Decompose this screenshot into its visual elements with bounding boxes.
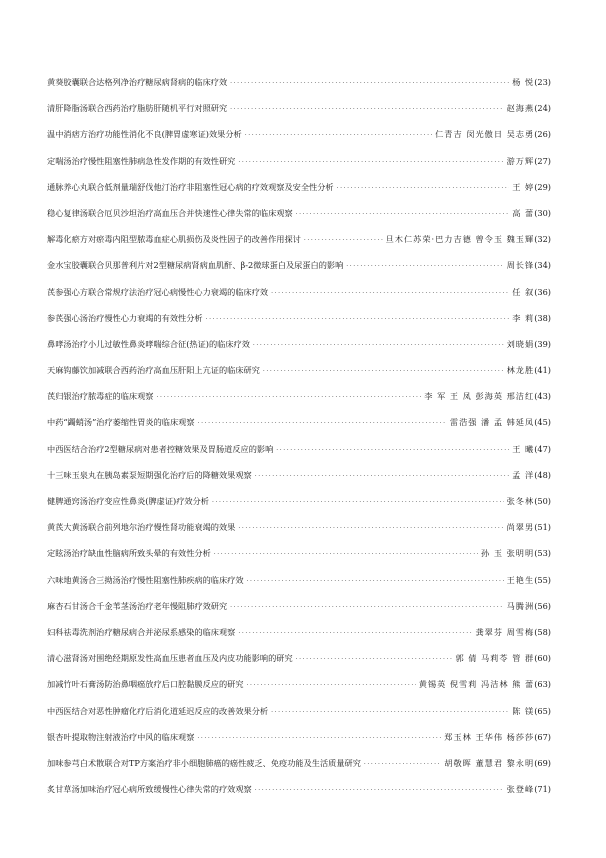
page-number: (58)	[534, 626, 551, 637]
toc-entry[interactable]	[47, 574, 551, 600]
toc-entry[interactable]	[47, 652, 551, 678]
dot-leader	[230, 602, 503, 614]
article-authors: 孟 洋	[512, 469, 535, 480]
article-title: 健脾通窍汤治疗变应性鼻炎(脾虚证)疗效分析	[47, 496, 209, 506]
toc-entry[interactable]	[47, 233, 551, 259]
article-title: 定眩汤治疗缺血性脑病所致头晕的有效性分析	[47, 548, 211, 559]
article-authors: 林龙胜	[506, 365, 535, 376]
dot-leader	[156, 392, 421, 404]
page-number: (63)	[534, 679, 551, 690]
page-number: (56)	[534, 600, 551, 611]
dot-leader	[214, 549, 478, 561]
page-number: (45)	[534, 417, 551, 428]
toc-entry[interactable]	[47, 128, 551, 154]
article-authors: 马腾洲	[506, 600, 535, 611]
dot-leader	[238, 523, 503, 535]
toc-entry[interactable]	[47, 678, 551, 704]
dot-leader	[255, 785, 504, 797]
toc-entry[interactable]	[47, 312, 551, 338]
dot-leader	[296, 654, 453, 666]
article-title: 温中消痞方治疗功能性消化不良(脾胃虚寒证)效果分析	[47, 129, 242, 140]
page-number: (69)	[534, 757, 551, 768]
page-number: (27)	[534, 155, 551, 166]
article-title: 中药“蠲蛸汤”治疗萎缩性胃炎的临床观察	[47, 417, 195, 428]
dot-leader	[230, 78, 509, 90]
page-number: (51)	[534, 522, 551, 533]
article-authors: 龚翠芬 周雪梅	[475, 626, 535, 637]
page-number: (36)	[534, 286, 551, 297]
page-number: (34)	[534, 260, 551, 271]
toc-entry[interactable]	[47, 286, 551, 312]
article-authors: 陈 镁	[512, 705, 535, 716]
dot-leader	[230, 104, 503, 116]
toc-entry[interactable]	[47, 705, 551, 731]
article-title: 解毒化瘀方对瘀毒内阻型脓毒血症心肌损伤及炎性因子的改善作用探讨	[47, 234, 301, 245]
article-title: 六味地黄汤合三拗汤治疗慢性阻塞性肺疾病的临床疗效	[47, 574, 244, 585]
toc-entry[interactable]	[47, 76, 551, 102]
article-authors: 郑玉林 王华伟 杨莎莎	[444, 731, 535, 742]
toc-entry[interactable]	[47, 731, 551, 757]
toc-entry[interactable]	[47, 155, 551, 181]
toc-entry[interactable]	[47, 469, 551, 495]
dot-leader	[296, 209, 510, 221]
page-number: (53)	[534, 548, 551, 559]
article-authors: 刘晓娟	[506, 338, 535, 349]
article-title: 中西医结合对恶性肿瘤化疗后消化道延迟反应的改善效果分析	[47, 705, 269, 716]
article-title: 黄葵胶囊联合达格列净治疗糖尿病肾病的临床疗效	[47, 77, 228, 87]
page-number: (48)	[534, 469, 551, 480]
page-number: (38)	[534, 312, 551, 323]
page-number: (43)	[534, 391, 551, 402]
article-title: 清心滋肾汤对围绝经期原发性高血压患者血压及内皮功能影响的研究	[47, 653, 293, 664]
dot-leader	[247, 576, 504, 588]
toc-entry[interactable]	[47, 364, 551, 390]
page-number: (67)	[534, 731, 551, 742]
article-authors: 王 曦	[512, 443, 535, 454]
page-number: (71)	[534, 784, 551, 795]
article-title: 十三味玉泉丸在胰岛素泵短期强化治疗后的降糖效果观察	[47, 469, 252, 480]
article-title: 稳心复律汤联合厄贝沙坦治疗高血压合并快速性心律失常的临床观察	[47, 207, 293, 218]
page-number: (65)	[534, 705, 551, 716]
dot-leader	[197, 733, 441, 745]
page-number: (50)	[534, 496, 551, 506]
article-authors: 黄锡英 倪雪莉 冯洁林 熊 蕾	[418, 679, 535, 690]
toc-entry[interactable]	[47, 547, 551, 573]
toc-entry[interactable]	[47, 102, 551, 128]
dot-leader	[364, 759, 441, 771]
article-title: 黄芪大黄汤联合前列地尔治疗慢性肾功能衰竭的效果	[47, 522, 236, 533]
dot-leader	[198, 418, 447, 430]
article-authors: 赵海燕	[506, 103, 535, 114]
article-authors: 胡敬晖 董慧君 黎永明	[444, 757, 535, 768]
dot-leader	[255, 471, 510, 483]
article-title: 芪归银治疗脓毒症的临床观察	[47, 391, 154, 402]
article-title: 炙甘草汤加味治疗冠心病所致缓慢性心律失常的疗效观察	[47, 784, 252, 795]
article-authors: 郭 倩 马莉苓 管 群	[455, 653, 535, 664]
article-authors: 雷浩强 潘 孟 韩延凤	[449, 417, 535, 428]
toc-entry[interactable]	[47, 259, 551, 285]
dot-leader	[206, 314, 510, 326]
article-authors: 任 叙	[512, 286, 535, 297]
article-title: 麻杏石甘汤合千金苇茎汤治疗老年慢阻肺疗效研究	[47, 600, 228, 611]
article-authors: 仁青吉 闵光傲日 吴志勇	[435, 129, 535, 140]
dot-leader	[212, 497, 504, 509]
page-number: (39)	[534, 338, 551, 349]
article-authors: 杨 悦	[512, 77, 535, 87]
article-authors: 李 莉	[512, 312, 535, 323]
toc-entry[interactable]	[47, 207, 551, 233]
article-title: 鼻哮汤治疗小儿过敏性鼻炎哮喘综合征(热证)的临床疗效	[47, 338, 250, 349]
page-number: (55)	[534, 574, 551, 585]
page-number: (47)	[534, 443, 551, 454]
article-authors: 游万辉	[506, 155, 535, 166]
page-number: (26)	[534, 129, 551, 140]
dot-leader	[346, 261, 503, 273]
page-number: (30)	[534, 207, 551, 218]
toc-entry[interactable]	[47, 783, 551, 809]
dot-leader	[271, 707, 509, 719]
article-title: 参芪强心汤治疗慢性心力衰竭的有效性分析	[47, 312, 203, 323]
article-authors: 周长锋	[506, 260, 535, 271]
page-number: (24)	[534, 103, 551, 114]
article-title: 金水宝胶囊联合贝那普利片对2型糖尿病肾病血肌酐、β-2微球蛋白及尿蛋白的影响	[47, 260, 344, 271]
toc-entry[interactable]	[47, 757, 551, 783]
dot-leader	[238, 157, 503, 169]
article-title: 清肝降脂汤联合西药治疗脂肪肝随机平行对照研究	[47, 103, 228, 114]
page-number: (41)	[534, 365, 551, 376]
dot-leader	[337, 183, 510, 195]
article-title: 加减竹叶石膏汤防治鼻咽癌放疗后口腔黏膜反应的研究	[47, 679, 244, 690]
dot-leader	[247, 680, 416, 692]
dot-leader	[245, 130, 432, 142]
toc-entry[interactable]	[47, 521, 551, 547]
article-authors: 王艳生	[506, 574, 535, 585]
table-of-contents	[47, 76, 551, 809]
article-authors: 张冬林	[506, 496, 535, 506]
toc-entry[interactable]	[47, 443, 551, 469]
toc-entry[interactable]	[47, 495, 551, 521]
article-title: 定喘汤治疗慢性阻塞性肺病急性发作期的有效性研究	[47, 155, 236, 166]
page-number: (29)	[534, 181, 551, 192]
dot-leader	[304, 235, 383, 247]
article-title: 芪参强心方联合常规疗法治疗冠心病慢性心力衰竭的临床疗效	[47, 286, 269, 297]
article-authors: 高 蕾	[512, 207, 535, 218]
dot-leader	[276, 445, 509, 457]
dot-leader	[238, 628, 472, 640]
page-number: (23)	[534, 77, 551, 87]
toc-entry[interactable]	[47, 600, 551, 626]
article-title: 银杏叶提取物注射液治疗中风的临床观察	[47, 731, 195, 742]
page-number: (60)	[534, 653, 551, 664]
toc-entry[interactable]	[47, 416, 551, 442]
article-authors: 王 婷	[512, 181, 535, 192]
dot-leader	[271, 288, 509, 300]
article-authors: 旦木仁苏荣·巴力吉德 曾令玉 魏玉輝	[385, 234, 535, 245]
article-title: 中西医结合治疗2型糖尿病对患者控糖效果及胃肠道反应的影响	[47, 443, 274, 454]
article-title: 加味参芎白术散联合对TP方案治疗非小细胞肺癌的癌性疲乏、免疫功能及生活质量研究	[47, 757, 361, 768]
toc-entry[interactable]	[47, 181, 551, 207]
dot-leader	[263, 366, 504, 378]
page-number: (32)	[534, 234, 551, 245]
article-authors: 李 军 王 凤 彭海英 邢洁红	[424, 391, 535, 402]
article-authors: 尚翠男	[506, 522, 535, 533]
toc-entry[interactable]	[47, 338, 551, 364]
toc-entry[interactable]	[47, 626, 551, 652]
dot-leader	[253, 340, 504, 352]
article-authors: 孙 玉 张明明	[481, 548, 535, 559]
article-title: 妇科祛毒洗剂治疗糖尿病合并泌尿系感染的临床观察	[47, 626, 236, 637]
article-authors: 张登峰	[506, 784, 535, 795]
toc-entry[interactable]	[47, 390, 551, 416]
article-title: 通脉养心丸联合低剂量瑞舒伐他汀治疗非阻塞性冠心病的疗效观察及安全性分析	[47, 181, 334, 192]
article-title: 天麻钩藤饮加减联合西药治疗高血压肝阳上亢证的临床研究	[47, 365, 260, 376]
